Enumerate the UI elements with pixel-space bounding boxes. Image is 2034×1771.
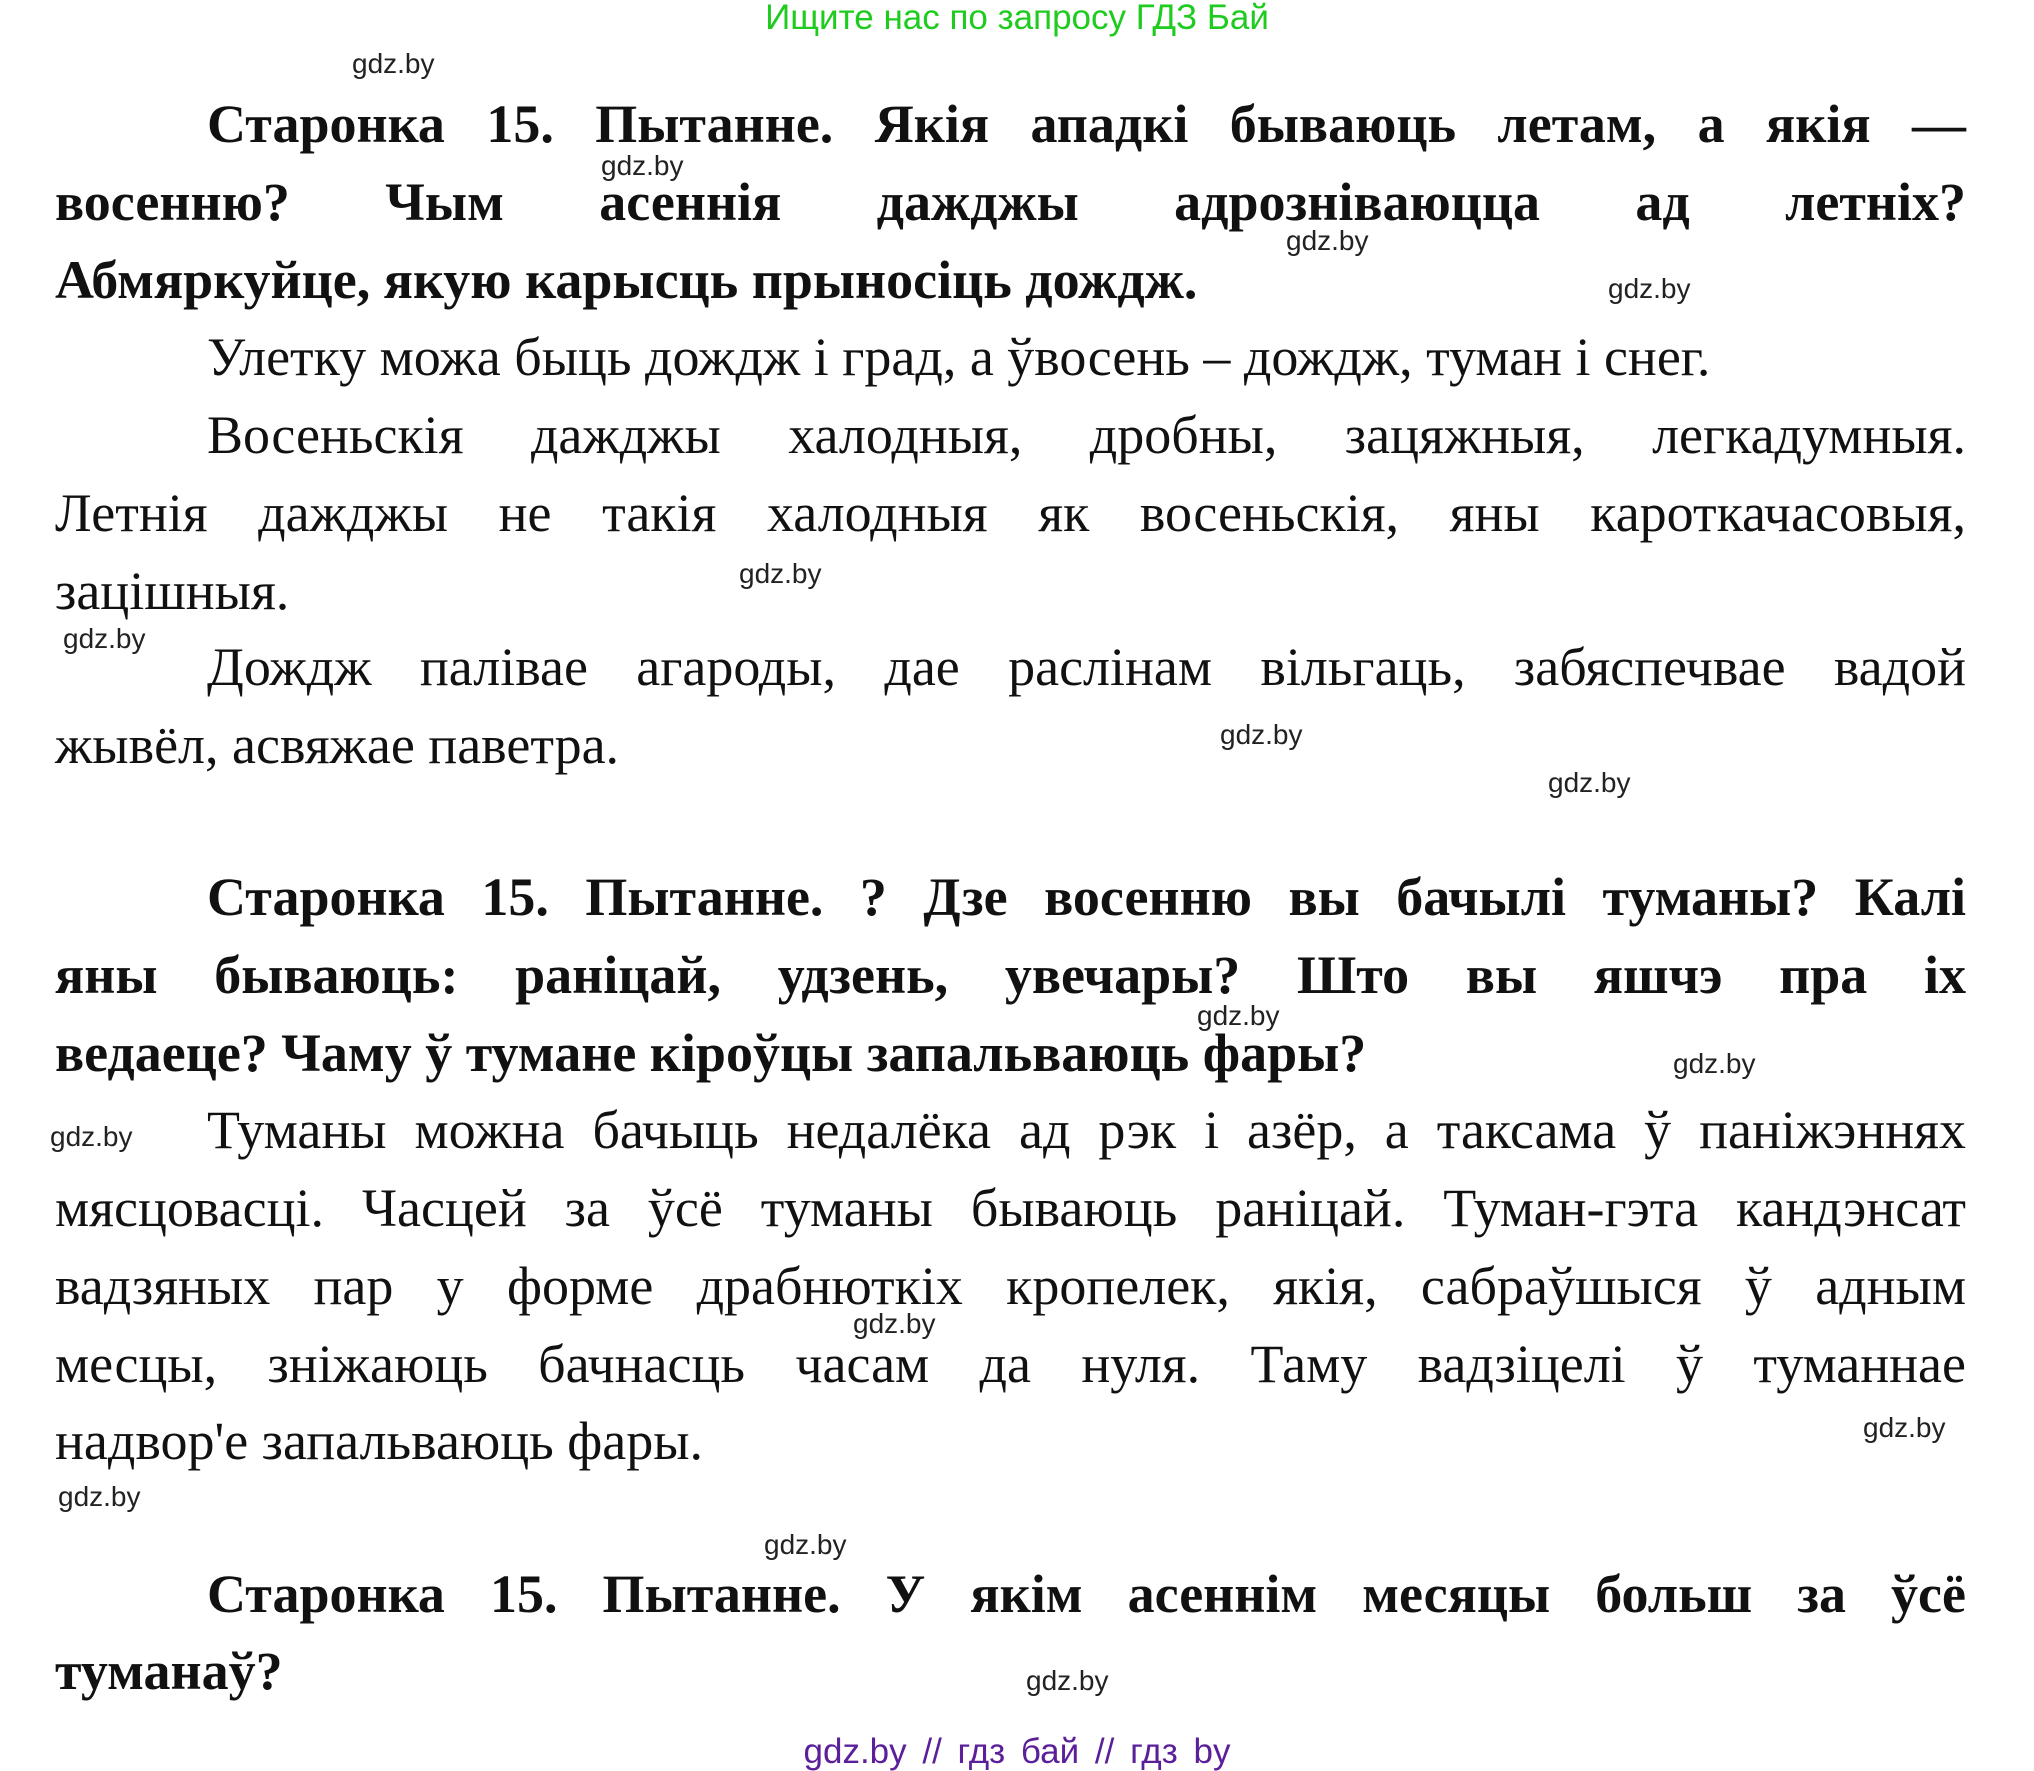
watermark: gdz.by (1548, 767, 1631, 798)
answer-2-line-1: Туманы можна бачыць недалёка ад рэк і азёр, а таксама ў паніжэннях (207, 1100, 1966, 1160)
question-3-line-2: туманаў? (55, 1641, 283, 1701)
watermark: gdz.by (1673, 1048, 1756, 1079)
answer-1-line-3: Летнія дажджы не такія халодныя як восеньскія, яны кароткачасовыя, (55, 483, 1966, 543)
question-1-line-1: Старонка 15. Пытанне. Якія ападкі бываюць летам, а якія — (207, 94, 1966, 154)
question-3-line-1: Старонка 15. Пытанне. У якім асеннім месяцы больш за ўсё (207, 1564, 1966, 1624)
watermark: gdz.by (1286, 225, 1369, 256)
watermark: gdz.by (1608, 273, 1691, 304)
answer-2-line-5: надвор'е запальваюць фары. (55, 1411, 704, 1471)
answer-2-line-2: мясцовасці. Часцей за ўсё туманы бываюць раніцай. Туман-гэта кандэнсат (55, 1178, 1966, 1238)
watermark: gdz.by (1026, 1665, 1109, 1696)
watermark: gdz.by (764, 1529, 847, 1560)
watermark: gdz.by (1197, 1000, 1280, 1031)
question-1-line-3: Абмяркуйце, якую карысць прыносіць дождж. (55, 250, 1198, 310)
answer-2-line-3: вадзяных пар у форме драбнюткіх кропелек, якія, сабраўшыся ў адным (55, 1256, 1966, 1316)
answer-1-line-1: Улетку можа быць дождж і град, а ўвосень – дождж, туман і снег. (207, 327, 1711, 387)
watermark: gdz.by (63, 623, 146, 654)
question-1-line-2: восенню? Чым асеннія дажджы адрозніваюцца ад летніх? (55, 172, 1966, 232)
question-2-line-2: яны бываюць: раніцай, удзень, увечары? Што вы яшчэ пра іх (55, 945, 1966, 1005)
question-2-line-3: ведаеце? Чаму ў тумане кіроўцы запальваюць фары? (55, 1023, 1367, 1083)
answer-1-line-6: жывёл, асвяжае паветра. (55, 715, 620, 775)
watermark: gdz.by (601, 150, 684, 181)
watermark: gdz.by (1220, 719, 1303, 750)
answer-1-line-2: Восеньскія дажджы халодныя, дробны, зацяжныя, легкадумныя. (207, 405, 1966, 465)
header-search-hint-link[interactable]: Ищите нас по запросу ГДЗ Бай (765, 0, 1269, 37)
answer-2-line-4: месцы, зніжаюць бачнасць часам да нуля. Таму вадзіцелі ў туманнае (55, 1334, 1966, 1394)
watermark: gdz.by (1863, 1412, 1946, 1443)
question-2-line-1: Старонка 15. Пытанне. ? Дзе восенню вы бачылі туманы? Калі (207, 867, 1966, 927)
watermark: gdz.by (50, 1121, 133, 1152)
footer-site-links[interactable]: gdz.by // гдз бай // гдз by (803, 1732, 1231, 1771)
watermark: gdz.by (853, 1308, 936, 1339)
watermark: gdz.by (58, 1481, 141, 1512)
answer-1-line-4: зацішныя. (55, 561, 290, 621)
watermark: gdz.by (352, 48, 435, 79)
watermark: gdz.by (739, 558, 822, 589)
answer-1-line-5: Дождж палівае агароды, дае раслінам вільгаць, забяспечвае вадой (207, 637, 1966, 697)
